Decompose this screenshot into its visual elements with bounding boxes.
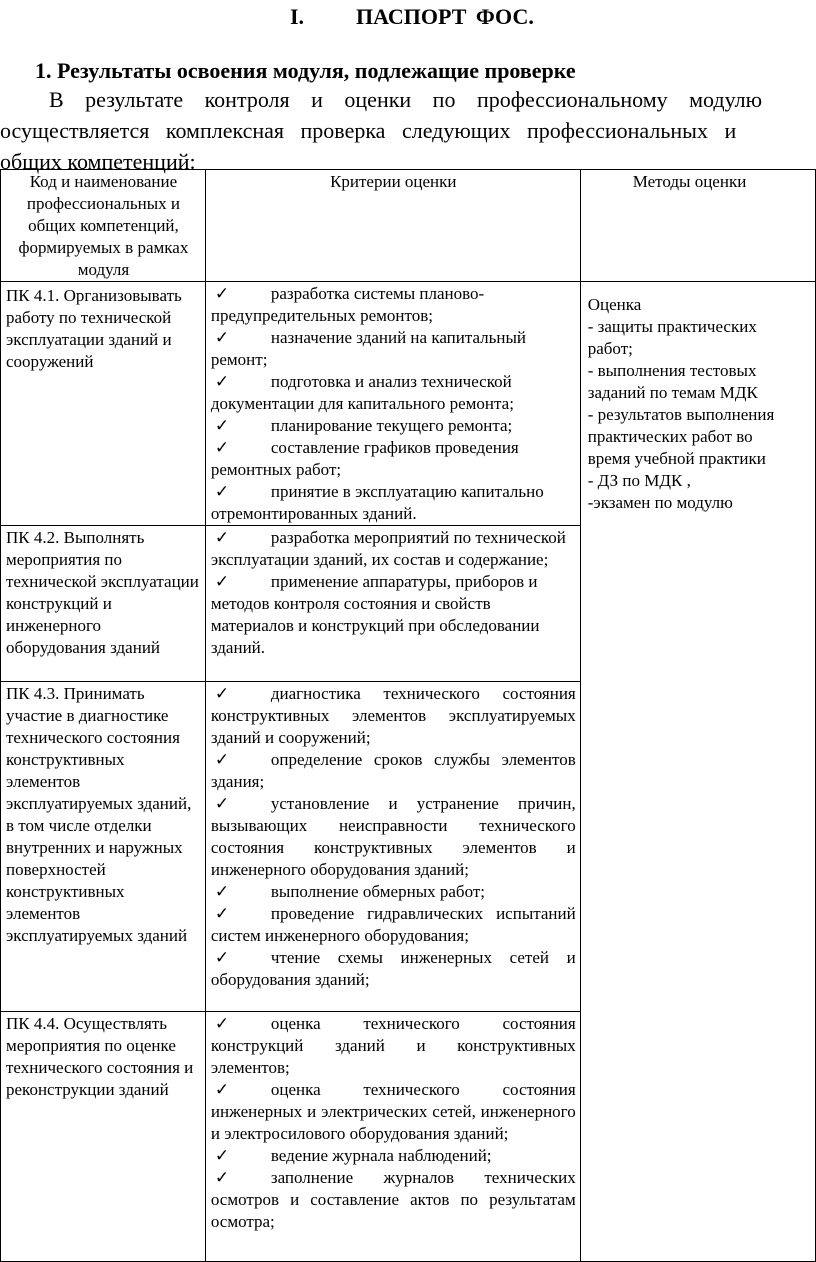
checkmark-icon: ✓: [214, 1014, 230, 1033]
table-header-row: [1, 170, 816, 282]
criteria-item: ✓ оценка технического состояния инженерных и электрических сетей, инженерного и электросилового оборудования зданий;: [210, 1080, 576, 1143]
method-line: - ДЗ по МДК ,: [587, 471, 691, 490]
method-line: работ;: [587, 339, 633, 358]
competence-cell: ПК 4.2. Выполнять мероприятия по технической эксплуатации конструкций и инженерного оборудования зданий: [1, 526, 206, 682]
competence-cell: ПК 4.1. Организовывать работу по технической эксплуатации зданий и сооружений: [1, 282, 206, 526]
intro-line: общих компетенций:: [0, 149, 196, 174]
checkmark-icon: ✓: [214, 482, 230, 501]
results-heading: 1. Результаты освоения модуля, подлежащие проверке: [35, 58, 576, 83]
criteria-item: ✓ планирование текущего ремонта;: [211, 415, 576, 437]
method-line: - защиты практических: [587, 317, 757, 336]
criteria-item: ✓ ведение журнала наблюдений;: [211, 1145, 576, 1167]
section-title: [0, 4, 816, 32]
competence-cell: ПК 4.3. Принимать участие в диагностике технического состояния конструктивных элементов эксплуатируемых зданий, в том числе отделки внутренних и наружных поверхностей конструктивных элементов эксплуатируемых зданий: [1, 682, 206, 1012]
methods-cell: [580, 282, 815, 1262]
criteria-item: ✓ составление графиков проведения ремонтных работ;: [210, 438, 519, 479]
criteria-item: ✓ определение сроков службы элементов здания;: [210, 750, 576, 791]
checkmark-icon: ✓: [214, 882, 230, 901]
criteria-cell: [205, 682, 580, 1012]
method-line: Оценка: [587, 295, 642, 314]
header-competence: Код и наименование профессиональных и общих компетенций, формируемых в рамках модуля: [1, 170, 206, 282]
competence-cell: ПК 4.4. Осуществлять мероприятия по оценке технического состояния и реконструкции зданий: [1, 1012, 206, 1262]
table-row: [1, 282, 816, 526]
criteria-item: ✓ разработка системы планово-предупредительных ремонтов;: [210, 284, 485, 325]
criteria-item: ✓ чтение схемы инженерных сетей и оборудования зданий;: [210, 948, 576, 989]
checkmark-icon: ✓: [214, 372, 230, 391]
checkmark-icon: ✓: [214, 1080, 230, 1099]
criteria-item: ✓ разработка мероприятий по технической эксплуатации зданий, их состав и содержание;: [210, 528, 566, 569]
method-line: заданий по темам МДК: [587, 383, 758, 402]
intro-line: В результате контроля и оценки по профессиональному модулю: [49, 87, 763, 112]
method-line: - выполнения тестовых: [587, 361, 757, 380]
method-line: -экзамен по модулю: [587, 493, 733, 512]
checkmark-icon: ✓: [214, 750, 230, 769]
criteria-item: ✓ принятие в эксплуатацию капитально отремонтированных зданий.: [210, 482, 544, 523]
checkmark-icon: ✓: [214, 416, 230, 435]
intro-line: осуществляется комплексная проверка следующих профессиональных и: [0, 118, 737, 143]
checkmark-icon: ✓: [214, 794, 230, 813]
intro-paragraph: [0, 84, 816, 177]
criteria-cell: [205, 526, 580, 682]
criteria-item: ✓ выполнение обмерных работ;: [211, 881, 576, 903]
criteria-item: ✓ заполнение журналов технических осмотров и составление актов по результатам осмотра;: [210, 1168, 576, 1231]
method-line: - результатов выполнения: [587, 405, 775, 424]
checkmark-icon: ✓: [214, 684, 230, 703]
criteria-item: ✓ оценка технического состояния конструкций зданий и конструктивных элементов;: [210, 1014, 576, 1077]
method-line: время учебной практики: [587, 449, 766, 468]
criteria-item: ✓ установление и устранение причин, вызывающих неисправности технического состояния конструктивных элементов и инженерного оборудования зданий;: [210, 794, 576, 879]
criteria-item: ✓ проведение гидравлических испытаний систем инженерного оборудования;: [210, 904, 576, 945]
header-criteria: Критерии оценки: [205, 170, 580, 282]
header-methods: Методы оценки: [580, 170, 815, 282]
criteria-cell: [205, 1012, 580, 1262]
checkmark-icon: ✓: [214, 1146, 230, 1165]
section-title-text: ПАСПОРТ ФОС.: [356, 4, 534, 29]
checkmark-icon: ✓: [214, 284, 230, 303]
method-line: практических работ во: [587, 427, 753, 446]
criteria-item: ✓ подготовка и анализ технической документации для капитального ремонта;: [210, 372, 514, 413]
checkmark-icon: ✓: [214, 1168, 230, 1187]
checkmark-icon: ✓: [214, 328, 230, 347]
criteria-item: ✓ применение аппаратуры, приборов и методов контроля состояния и свойств материалов и конструкций при обследовании зданий.: [210, 572, 540, 657]
checkmark-icon: ✓: [214, 572, 230, 591]
criteria-cell: [205, 282, 580, 526]
checkmark-icon: ✓: [214, 948, 230, 967]
competence-table: [0, 169, 816, 1262]
criteria-item: ✓ диагностика технического состояния конструктивных элементов эксплуатируемых зданий и сооружений;: [210, 684, 576, 747]
checkmark-icon: ✓: [214, 528, 230, 547]
checkmark-icon: ✓: [214, 904, 230, 923]
criteria-item: ✓ назначение зданий на капитальный ремонт;: [210, 328, 527, 369]
section-number: I.: [290, 4, 305, 29]
checkmark-icon: ✓: [214, 438, 230, 457]
